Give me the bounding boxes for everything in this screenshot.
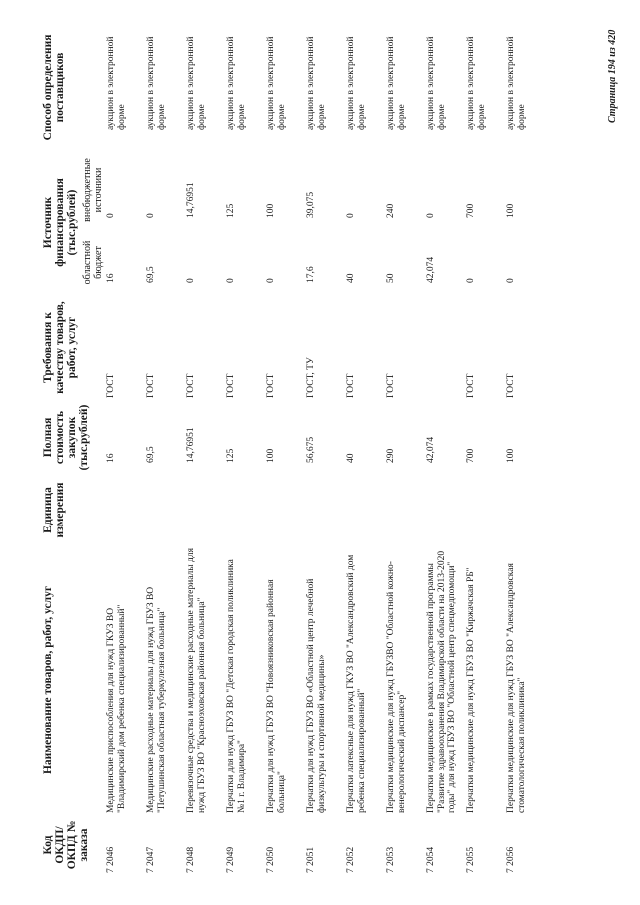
row-requirements: ГОСТ <box>466 373 476 398</box>
row-extrabudget: 0 <box>146 213 156 218</box>
row-name: Перчатки для нужд ГБУЗ ВО "Новоязниковская районная больница" <box>266 579 287 813</box>
table-row <box>426 25 466 875</box>
table-row <box>186 25 226 875</box>
row-cost: 700 <box>466 448 476 463</box>
row-extrabudget: 14,76951 <box>186 182 196 218</box>
header-unit: Единица измерения <box>42 482 66 538</box>
row-regional: 17,6 <box>306 266 316 283</box>
row-regional: 50 <box>386 273 396 283</box>
header-code: Код ОКДП/ ОКПД № заказа <box>42 820 90 870</box>
row-unit <box>226 475 266 545</box>
row-extrabudget: 700 <box>466 203 476 218</box>
row-code: 7 2051 <box>306 846 316 873</box>
row-regional: 0 <box>226 278 236 283</box>
row-cost: 69,5 <box>146 446 156 463</box>
row-regional: 0 <box>506 278 516 283</box>
row-name: Перчатки латексные для нужд ГКУЗ ВО "Александровский дом ребенка специализированный" <box>346 554 367 813</box>
row-name: Медицинские расходные материалы для нужд ГБУЗ ВО "Петушинская областная туберкулезная больница" <box>146 586 167 813</box>
row-requirements <box>426 295 466 400</box>
table-row <box>146 25 186 875</box>
row-method: аукцион в электронной форме <box>346 36 367 130</box>
row-cost: 100 <box>266 448 276 463</box>
header-row <box>40 25 80 875</box>
row-unit <box>186 475 226 545</box>
page-number: Страница 194 из 420 <box>607 29 618 123</box>
row-code: 7 2056 <box>506 846 516 873</box>
row-requirements: ГОСТ <box>346 373 356 398</box>
row-requirements: ГОСТ <box>506 373 516 398</box>
row-cost: 100 <box>506 448 516 463</box>
row-regional: 40 <box>346 273 356 283</box>
row-requirements: ГОСТ <box>186 373 196 398</box>
row-code: 7 2050 <box>266 846 276 873</box>
row-name: Медицинские приспособления для нужд ГКУЗ ВО "Владимирский дом ребенка специализированный" <box>106 604 127 813</box>
row-method: аукцион в электронной форме <box>506 36 527 130</box>
header-name: Наименование товаров, работ, услуг <box>42 585 54 775</box>
row-extrabudget: 125 <box>226 203 236 218</box>
header-method: Способ определения поставщиков <box>42 34 66 141</box>
row-cost: 40 <box>346 453 356 463</box>
row-code: 7 2046 <box>106 846 116 873</box>
row-method: аукцион в электронной форме <box>226 36 247 130</box>
row-method: аукцион в электронной форме <box>386 36 407 130</box>
row-name: Перчатки медицинские для нужд ГБУЗВО "Областной кожно-венерологический диспансер" <box>386 561 407 813</box>
row-unit <box>506 475 546 545</box>
row-method: аукцион в электронной форме <box>426 36 447 130</box>
table-row <box>106 25 146 875</box>
row-regional: 16 <box>106 273 116 283</box>
table-row <box>226 25 266 875</box>
row-cost: 16 <box>106 453 116 463</box>
procurement-table <box>40 25 546 875</box>
row-regional: 0 <box>266 278 276 283</box>
header-cost: Полная стоимость закупок (тыс.рублей) <box>42 404 90 471</box>
row-unit <box>386 475 426 545</box>
row-regional: 0 <box>186 278 196 283</box>
row-unit <box>266 475 306 545</box>
row-cost: 56,675 <box>306 436 316 463</box>
row-requirements: ГОСТ <box>266 373 276 398</box>
row-requirements: ГОСТ, ТУ <box>306 357 316 398</box>
row-extrabudget: 0 <box>346 213 356 218</box>
header-financing-regional: областной бюджет <box>82 240 104 285</box>
row-requirements: ГОСТ <box>106 373 116 398</box>
row-unit <box>306 475 346 545</box>
row-code: 7 2049 <box>226 846 236 873</box>
row-extrabudget: 100 <box>506 203 516 218</box>
table-row <box>346 25 386 875</box>
row-extrabudget: 0 <box>426 213 436 218</box>
row-extrabudget: 0 <box>106 213 116 218</box>
row-code: 7 2048 <box>186 846 196 873</box>
row-code: 7 2052 <box>346 846 356 873</box>
table-row <box>506 25 546 875</box>
row-regional: 0 <box>466 278 476 283</box>
row-cost: 290 <box>386 448 396 463</box>
row-method: аукцион в электронной форме <box>306 36 327 130</box>
row-name: Перчатки для нужд ГБУЗ ВО «Областной центр лечебной физкультуры и спортивной медицины» <box>306 578 327 813</box>
row-method: аукцион в электронной форме <box>266 36 287 130</box>
header-financing: Источник финансирования (тыс.рублей) <box>42 178 78 267</box>
row-unit <box>466 475 506 545</box>
row-requirements: ГОСТ <box>226 373 236 398</box>
row-method: аукцион в электронной форме <box>466 36 487 130</box>
table-row <box>386 25 426 875</box>
row-extrabudget: 100 <box>266 203 276 218</box>
row-name: Перчатки медицинские в рамках государственной программы "Развитие здравоохранения Владимирской области на 2013-2020 годы" для нужд ГБУЗ ВО "Областной центр спецмедпомощи" <box>426 550 457 813</box>
row-cost: 14,76951 <box>186 427 196 463</box>
row-cost: 125 <box>226 448 236 463</box>
table-row <box>306 25 346 875</box>
row-cost: 42,074 <box>426 436 436 463</box>
row-extrabudget: 240 <box>386 203 396 218</box>
row-regional: 42,074 <box>426 256 436 283</box>
row-code: 7 2055 <box>466 846 476 873</box>
header-requirements: Требования к качеству товаров, работ, услуг <box>42 301 78 394</box>
row-method: аукцион в электронной форме <box>106 36 127 130</box>
row-method: аукцион в электронной форме <box>186 36 207 130</box>
row-code: 7 2053 <box>386 846 396 873</box>
row-requirements: ГОСТ <box>146 373 156 398</box>
row-method: аукцион в электронной форме <box>146 36 167 130</box>
row-code: 7 2047 <box>146 846 156 873</box>
row-unit <box>426 475 466 545</box>
row-unit <box>346 475 386 545</box>
table-row <box>466 25 506 875</box>
row-unit <box>106 475 146 545</box>
row-unit <box>146 475 186 545</box>
row-regional: 69,5 <box>146 266 156 283</box>
row-name: Перевязочные средства и медицинские расходные материалы для нужд ГБУЗ ВО "Красноэховская районная больница" <box>186 548 207 813</box>
row-name: Перчатки медицинские для нужд ГБУЗ ВО "Александровская стоматологическая поликлиника" <box>506 563 527 813</box>
row-name: Перчатки для нужд ГБУЗ ВО "Детская городская поликлиника №1 г. Владимира" <box>226 559 247 813</box>
header-financing-extrabudget: внебюджетные источники <box>82 158 104 222</box>
row-name: Перчатки медицинские для нужд ГБУЗ ВО "Киржачская РБ" <box>466 567 476 813</box>
table-row <box>266 25 306 875</box>
row-extrabudget: 39,075 <box>306 191 316 218</box>
row-requirements: ГОСТ <box>386 373 396 398</box>
row-code: 7 2054 <box>426 846 436 873</box>
